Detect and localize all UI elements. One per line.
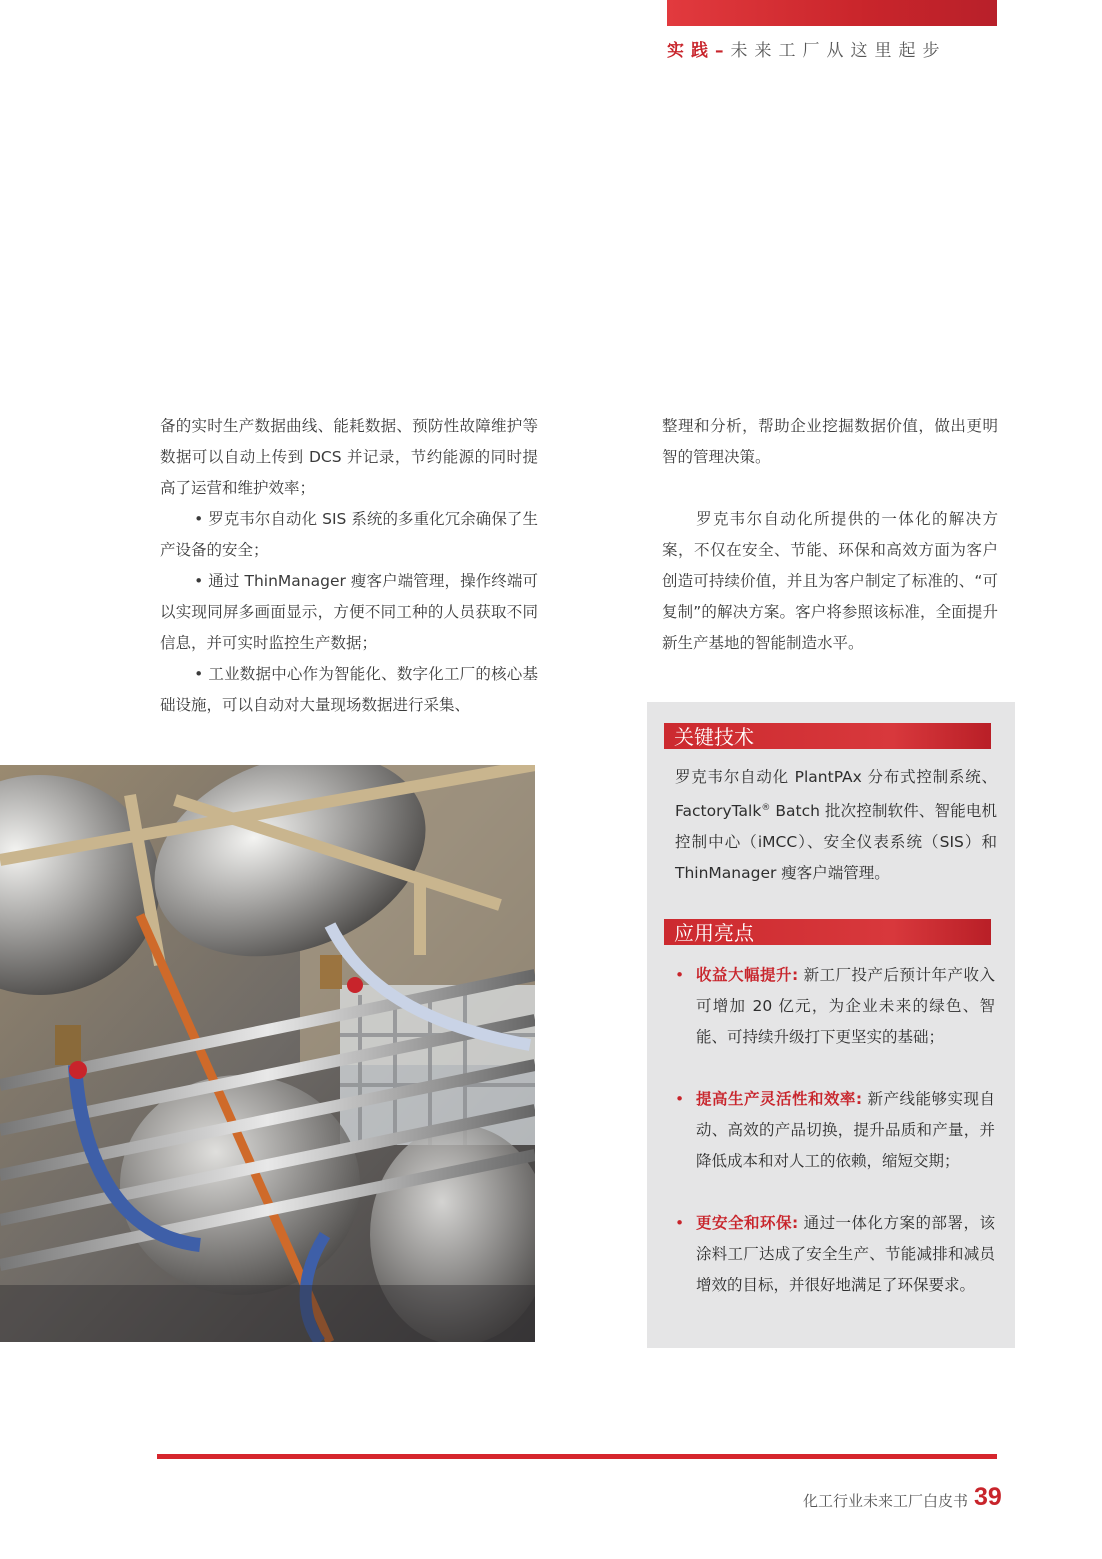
highlights-heading: 应用亮点 [664, 919, 991, 945]
header-red-bar [667, 0, 997, 26]
summary-panel [647, 702, 1015, 1348]
highlight-lead: 提高生产灵活性和效率: [696, 1090, 863, 1108]
right-text-column [662, 411, 998, 659]
highlight-text: 通过一体化方案的部署，该涂料工厂达成了安全生产、节能减排和减员增效的目标，并很好地满足了环保要求。 [696, 1214, 995, 1294]
bullet-dot-icon: • [675, 966, 685, 984]
section-header-red: 实践 [667, 41, 715, 61]
section-header-rest: 未来工厂从这里起步 [730, 41, 947, 61]
highlight-item [675, 1208, 995, 1301]
right-paragraph-2: 罗克韦尔自动化所提供的一体化的解决方案，不仅在安全、节能、环保和高效方面为客户创造可持续价值，并且为客户制定了标准的、“可复制”的解决方案。客户将参照该标准，全面提升新生产基地的智能制造水平。 [662, 510, 998, 652]
key-tech-text-a: 罗克韦尔自动化 PlantPAx 分布式控制系统、FactoryTalk [675, 768, 997, 821]
key-tech-text-b: Batch 批次控制软件、智能电机控制中心（iMCC）、安全仪表系统（SIS）和 ThinManager 瘦客户端管理。 [675, 802, 997, 883]
highlight-item [675, 1084, 995, 1177]
highlight-text: 新产线能够实现自动、高效的产品切换，提升品质和产量，并降低成本和对人工的依赖，缩短交期； [696, 1090, 995, 1170]
bullet-dot-icon: • [675, 1090, 685, 1108]
highlights-list [675, 960, 995, 1301]
key-tech-text [675, 762, 997, 889]
factory-pipes-photo [0, 765, 535, 1342]
left-text-column [160, 411, 538, 721]
highlight-item [675, 960, 995, 1053]
registered-mark: ® [761, 803, 771, 813]
right-paragraph-1: 整理和分析，帮助企业挖掘数据价值，做出更明智的管理决策。 [662, 417, 998, 466]
section-header-dash: – [715, 41, 731, 61]
left-bullet-data-center: • 工业数据中心作为智能化、数字化工厂的核心基础设施，可以自动对大量现场数据进行采集、 [160, 665, 538, 714]
highlight-lead: 更安全和环保: [696, 1214, 799, 1232]
highlight-lead: 收益大幅提升: [696, 966, 799, 984]
left-paragraph: 备的实时生产数据曲线、能耗数据、预防性故障维护等数据可以自动上传到 DCS 并记录，节约能源的同时提高了运营和维护效率； [160, 417, 538, 497]
bullet-dot-icon: • [675, 1214, 685, 1232]
left-bullet-sis: • 罗克韦尔自动化 SIS 系统的多重化冗余确保了生产设备的安全； [160, 510, 538, 559]
footer-doc-title: 化工行业未来工厂白皮书 [803, 1492, 969, 1510]
key-tech-heading: 关键技术 [664, 723, 991, 749]
page-number: 39 [974, 1483, 1002, 1511]
footer-divider [157, 1454, 997, 1459]
left-bullet-thinmanager: • 通过 ThinManager 瘦客户端管理，操作终端可以实现同屏多画面显示，方便不同工种的人员获取不同信息，并可实时监控生产数据； [160, 572, 538, 652]
highlight-text: 新工厂投产后预计年产收入可增加 20 亿元，为企业未来的绿色、智能、可持续升级打下更坚实的基础； [696, 966, 995, 1046]
section-header [667, 36, 997, 61]
